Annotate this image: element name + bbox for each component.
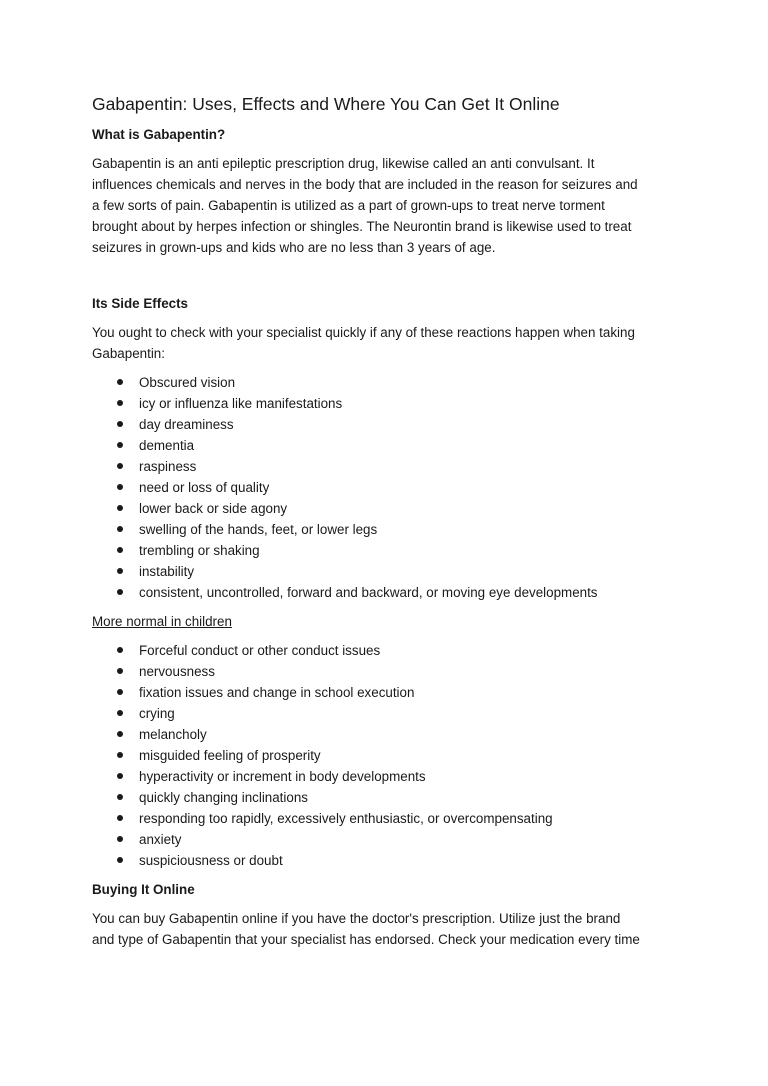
side-effects-intro bbox=[92, 322, 682, 364]
spacer bbox=[92, 266, 682, 293]
side-effects-heading: Its Side Effects bbox=[92, 296, 188, 311]
bullet-icon bbox=[117, 526, 123, 532]
list-item-text: Forceful conduct or other conduct issues bbox=[139, 643, 381, 658]
bullet-icon bbox=[117, 710, 123, 716]
bullet-icon bbox=[117, 400, 123, 406]
buying-paragraph bbox=[92, 908, 682, 950]
list-item-text: melancholy bbox=[139, 727, 207, 742]
bullet-icon bbox=[117, 421, 123, 427]
list-item bbox=[92, 787, 682, 808]
list-item bbox=[92, 724, 682, 745]
bullet-icon bbox=[117, 815, 123, 821]
list-item-text: day dreaminess bbox=[139, 417, 234, 432]
children-heading: More normal in children bbox=[92, 614, 232, 629]
bullet-icon bbox=[117, 668, 123, 674]
bullet-icon bbox=[117, 379, 123, 385]
what-line: influences chemicals and nerves in the body that are included in the reason for seizures and bbox=[92, 177, 638, 192]
bullet-icon bbox=[117, 589, 123, 595]
list-item bbox=[92, 829, 682, 850]
bullet-icon bbox=[117, 773, 123, 779]
bullet-icon bbox=[117, 647, 123, 653]
bullet-icon bbox=[117, 794, 123, 800]
what-line: a few sorts of pain. Gabapentin is utilized as a part of grown-ups to treat nerve torment bbox=[92, 198, 605, 213]
list-item-text: suspiciousness or doubt bbox=[139, 853, 283, 868]
buying-line: and type of Gabapentin that your specialist has endorsed. Check your medication every time bbox=[92, 932, 640, 947]
bullet-icon bbox=[117, 731, 123, 737]
what-line: brought about by herpes infection or shingles. The Neurontin brand is likewise used to treat bbox=[92, 219, 632, 234]
list-item-text: fixation issues and change in school execution bbox=[139, 685, 415, 700]
list-item-text: lower back or side agony bbox=[139, 501, 288, 516]
list-item-text: consistent, uncontrolled, forward and backward, or moving eye developments bbox=[139, 585, 598, 600]
list-item-text: need or loss of quality bbox=[139, 480, 270, 495]
list-item bbox=[92, 456, 682, 477]
list-item bbox=[92, 682, 682, 703]
list-item bbox=[92, 498, 682, 519]
document-page bbox=[92, 92, 682, 958]
list-item bbox=[92, 745, 682, 766]
bullet-icon bbox=[117, 547, 123, 553]
what-heading: What is Gabapentin? bbox=[92, 127, 226, 142]
intro-line: You ought to check with your specialist quickly if any of these reactions happen when taking bbox=[92, 325, 635, 340]
list-item-text: misguided feeling of prosperity bbox=[139, 748, 321, 763]
bullet-icon bbox=[117, 484, 123, 490]
list-item-text: crying bbox=[139, 706, 175, 721]
bullet-icon bbox=[117, 442, 123, 448]
list-item bbox=[92, 435, 682, 456]
list-item bbox=[92, 393, 682, 414]
list-item bbox=[92, 519, 682, 540]
list-item-text: quickly changing inclinations bbox=[139, 790, 308, 805]
list-item-text: instability bbox=[139, 564, 195, 579]
what-line: seizures in grown-ups and kids who are no less than 3 years of age. bbox=[92, 240, 496, 255]
list-item-text: raspiness bbox=[139, 459, 197, 474]
list-item bbox=[92, 808, 682, 829]
list-item bbox=[92, 766, 682, 787]
list-item bbox=[92, 703, 682, 724]
what-line: Gabapentin is an anti epileptic prescription drug, likewise called an anti convulsant. It bbox=[92, 156, 595, 171]
what-paragraph bbox=[92, 153, 682, 258]
list-item-text: dementia bbox=[139, 438, 195, 453]
list-item bbox=[92, 661, 682, 682]
list-item-text: hyperactivity or increment in body developments bbox=[139, 769, 426, 784]
list-item bbox=[92, 540, 682, 561]
document-title: Gabapentin: Uses, Effects and Where You Can Get It Online bbox=[92, 94, 560, 114]
list-item-text: nervousness bbox=[139, 664, 215, 679]
list-item bbox=[92, 850, 682, 871]
list-item-text: responding too rapidly, excessively enthusiastic, or overcompensating bbox=[139, 811, 553, 826]
list-item bbox=[92, 372, 682, 393]
list-item bbox=[92, 582, 682, 603]
bullet-icon bbox=[117, 752, 123, 758]
intro-line: Gabapentin: bbox=[92, 346, 165, 361]
bullet-icon bbox=[117, 857, 123, 863]
list-item bbox=[92, 414, 682, 435]
bullet-icon bbox=[117, 568, 123, 574]
bullet-icon bbox=[117, 505, 123, 511]
list-item bbox=[92, 477, 682, 498]
bullet-icon bbox=[117, 689, 123, 695]
buying-line: You can buy Gabapentin online if you have the doctor's prescription. Utilize just the brand bbox=[92, 911, 621, 926]
list-item-text: Obscured vision bbox=[139, 375, 236, 390]
side-effects-list bbox=[92, 372, 682, 603]
bullet-icon bbox=[117, 836, 123, 842]
bullet-icon bbox=[117, 463, 123, 469]
list-item bbox=[92, 561, 682, 582]
list-item-text: anxiety bbox=[139, 832, 182, 847]
list-item-text: swelling of the hands, feet, or lower legs bbox=[139, 522, 378, 537]
children-effects-list bbox=[92, 640, 682, 871]
list-item-text: icy or influenza like manifestations bbox=[139, 396, 343, 411]
list-item bbox=[92, 640, 682, 661]
buying-heading: Buying It Online bbox=[92, 882, 195, 897]
list-item-text: trembling or shaking bbox=[139, 543, 260, 558]
